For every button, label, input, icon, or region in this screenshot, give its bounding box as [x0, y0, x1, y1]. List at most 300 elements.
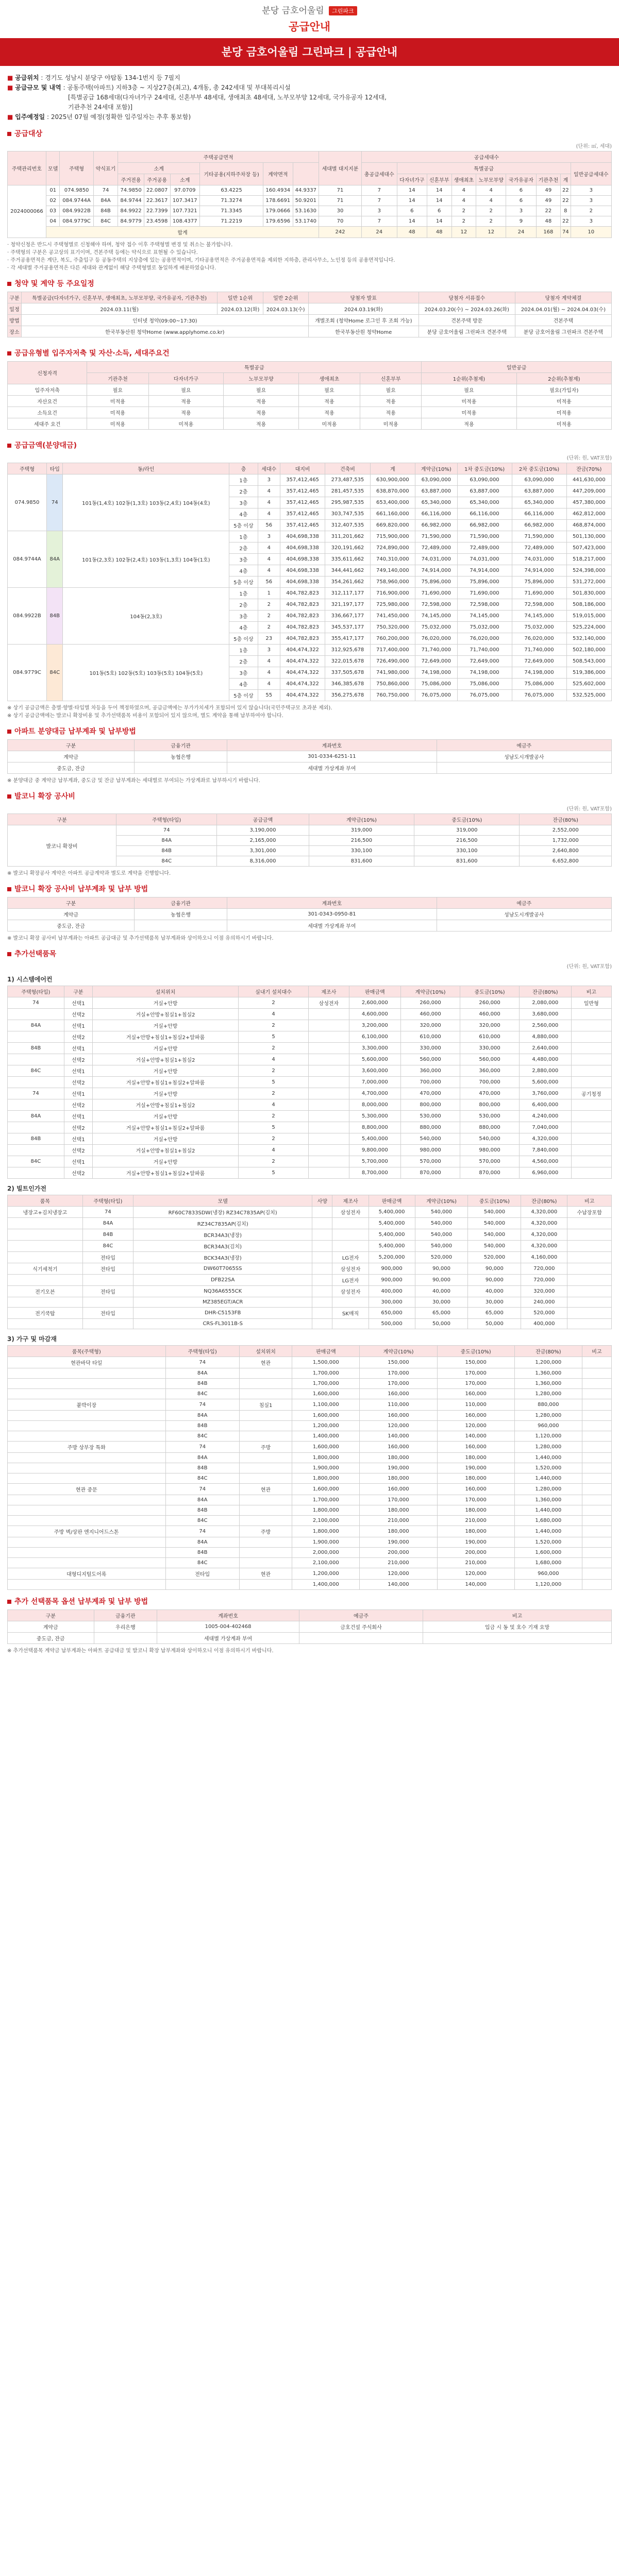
eligibility-subhead — [8, 373, 612, 384]
table-row — [8, 920, 612, 931]
table-cell: 견본주택 — [515, 315, 611, 326]
table-cell: 계약금 — [8, 1621, 94, 1633]
table-cell: 74 — [116, 825, 217, 836]
table-cell: 40,000 — [468, 1286, 521, 1297]
table-cell: 610,000 — [401, 1031, 460, 1043]
table-cell: 242 — [319, 227, 362, 238]
table-cell: 84A — [47, 531, 63, 588]
table-cell: 수납장포함 — [567, 1207, 612, 1218]
table-cell: 400,000 — [369, 1286, 415, 1297]
table-row — [8, 196, 612, 206]
table-header-cell: 주택형(타입) — [8, 986, 64, 997]
table-cell: 160,000 — [360, 1484, 437, 1495]
table-row — [8, 1229, 612, 1241]
table-cell: 식기세척기 — [8, 1263, 83, 1275]
table-header-cell: 구분 — [64, 986, 92, 997]
table-cell: 거실+안방 — [92, 1065, 238, 1077]
table-cell: 4 — [258, 543, 280, 554]
table-cell: 404,782,823 — [280, 599, 325, 611]
table-cell: 미적용 — [148, 418, 224, 430]
table-cell: 74,198,000 — [512, 667, 566, 679]
table-cell — [309, 1065, 349, 1077]
table-cell: 716,900,000 — [370, 588, 415, 599]
table-cell — [8, 1505, 166, 1516]
table-cell: 계약금 — [8, 751, 135, 762]
account-table — [7, 739, 612, 774]
table-cell — [8, 1145, 64, 1156]
table-cell: 66,982,000 — [415, 520, 458, 531]
table-cell: 필요 — [87, 384, 148, 396]
table-cell: 71.3345 — [200, 206, 263, 216]
table-row — [8, 1308, 612, 1319]
table-cell: 84A — [82, 1218, 133, 1229]
eligibility-title — [7, 348, 612, 358]
table-cell: 22.3617 — [144, 196, 170, 206]
table-header-cell: 판매금액 — [292, 1346, 360, 1357]
table-cell — [8, 1473, 166, 1484]
balcony-head — [8, 814, 612, 825]
table-cell: 74 — [8, 997, 64, 1009]
table-cell: 농협은행 — [135, 909, 227, 920]
table-header-cell: 품목(주택형) — [8, 1346, 166, 1357]
table-row — [8, 1133, 612, 1145]
table-cell: 1,800,000 — [292, 1526, 360, 1537]
table-cell: 분당 금호어울림 그린파크 견본주택 — [419, 326, 515, 337]
table-row — [8, 997, 612, 1009]
table-cell — [312, 1241, 332, 1252]
table-cell — [571, 1065, 611, 1077]
table-cell: 세대별 가상계좌 부여 — [227, 920, 437, 931]
table-cell: 160,000 — [437, 1442, 514, 1453]
table-cell: 75,032,000 — [415, 622, 458, 633]
table-row — [8, 645, 612, 656]
table-cell: 1,400,000 — [292, 1431, 360, 1442]
table-cell: 미적용 — [516, 418, 611, 430]
table-cell — [571, 1020, 611, 1031]
table-header-cell: 계좌번호 — [157, 1610, 299, 1621]
table-cell: 630,900,000 — [370, 474, 415, 486]
table-cell: 520,000 — [468, 1252, 521, 1263]
table-cell — [582, 1442, 611, 1453]
table-cell: 301-0343-0950-81 — [227, 909, 437, 920]
account-body — [8, 751, 612, 774]
table-cell: 4층 — [229, 565, 258, 577]
table-row — [8, 1156, 612, 1167]
table-cell: 750,320,000 — [370, 622, 415, 633]
table-cell — [309, 1054, 349, 1065]
table-cell: 75,086,000 — [512, 679, 566, 690]
table-cell: 524,398,000 — [566, 565, 612, 577]
table-cell: 7,040,000 — [520, 1122, 571, 1133]
table-cell: 거실+안방 — [92, 1111, 238, 1122]
table-cell: 65,340,000 — [415, 497, 458, 509]
table-cell: 72,489,000 — [457, 543, 512, 554]
table-cell: 66,116,000 — [415, 509, 458, 520]
section-bullet-icon — [7, 282, 11, 286]
table-cell: 24 — [361, 227, 397, 238]
table-cell — [8, 1580, 166, 1590]
table-cell: 1,100,000 — [292, 1399, 360, 1411]
table-cell — [309, 1099, 349, 1111]
table-cell — [239, 1411, 292, 1421]
table-header-cell: 대지비 — [280, 463, 325, 474]
table-cell — [94, 1633, 157, 1644]
aircon-table — [7, 986, 612, 1179]
table-cell: 519,386,000 — [566, 667, 612, 679]
table-cell: 1,500,000 — [292, 1357, 360, 1368]
table-cell: 1,440,000 — [514, 1505, 582, 1516]
table-row — [8, 1621, 612, 1633]
table-cell: 53.1740 — [293, 216, 319, 227]
table-cell — [312, 1297, 332, 1308]
table-cell: NQ36A6555CK — [133, 1286, 312, 1297]
table-cell: 미적용 — [87, 418, 148, 430]
table-cell: 3 — [506, 206, 536, 216]
table-cell: 540,000 — [415, 1218, 468, 1229]
bullet-icon: ■ — [7, 84, 13, 91]
table-cell: 2024.03.13(수) — [263, 303, 308, 315]
table-cell: 120,000 — [360, 1568, 437, 1580]
table-header-cell: 예금주 — [437, 897, 611, 909]
schedule-body — [8, 303, 612, 337]
table-header-cell: 구분 — [8, 1610, 94, 1621]
table-cell: 2,100,000 — [292, 1516, 360, 1526]
table-cell: 76,075,000 — [415, 690, 458, 701]
th — [293, 163, 319, 185]
table-cell: 150,000 — [437, 1357, 514, 1368]
table-cell: 170,000 — [360, 1495, 437, 1505]
table-cell — [582, 1463, 611, 1473]
options-unit: (단위: 원, VAT포함) — [566, 964, 612, 970]
table-cell: 160,000 — [437, 1389, 514, 1399]
table-cell: 붙박이장 — [8, 1399, 166, 1411]
table-cell: 3 — [361, 206, 397, 216]
table-cell: 24 — [506, 227, 536, 238]
table-cell: 49 — [536, 196, 561, 206]
table-cell — [332, 1218, 369, 1229]
table-cell — [571, 1133, 611, 1145]
table-row — [8, 1526, 612, 1537]
builtin-head — [8, 1195, 612, 1207]
table-cell — [8, 1167, 64, 1179]
table-cell: 74 — [165, 1442, 239, 1453]
section-bullet-icon — [7, 444, 11, 448]
table-cell: BCR34A3(김치) — [133, 1241, 312, 1252]
table-header-cell: 구분 — [8, 292, 22, 303]
table-header-cell: 비고 — [571, 986, 611, 997]
table-cell: 501,830,000 — [566, 588, 612, 599]
table-cell: 76,075,000 — [457, 690, 512, 701]
table-cell: 3,680,000 — [520, 1009, 571, 1020]
table-cell: 404,698,338 — [280, 577, 325, 588]
table-cell: 4 — [451, 185, 476, 196]
table-header-cell: 계약금(10%) — [401, 986, 460, 997]
th: 기타공용(지하주차장 등) — [200, 163, 263, 185]
table-cell: 90,000 — [415, 1263, 468, 1275]
table-header-cell: 방법 — [8, 315, 22, 326]
table-header-cell: 잔금(80%) — [514, 1346, 582, 1357]
table-cell: 65,000 — [415, 1308, 468, 1319]
th: 특별공급 — [397, 163, 571, 174]
table-cell: 현관바닥 타일 — [8, 1357, 166, 1368]
table-cell: 404,474,322 — [280, 679, 325, 690]
table-cell: 세대별 가상계좌 부여 — [157, 1633, 299, 1644]
table-cell: 5층 이상 — [229, 633, 258, 645]
table-cell: 5층 이상 — [229, 690, 258, 701]
table-row — [8, 1167, 612, 1179]
table-cell: 53.1630 — [293, 206, 319, 216]
table-cell: 84B — [8, 1043, 64, 1054]
table-cell: 견본주택 방문 — [419, 315, 515, 326]
table-cell: 8,700,000 — [349, 1167, 400, 1179]
table-header-cell: 생애최초 — [298, 373, 360, 384]
table-cell: 760,200,000 — [370, 633, 415, 645]
table-cell: 84A — [165, 1411, 239, 1421]
table-row — [8, 531, 612, 543]
table-cell: 14 — [427, 216, 451, 227]
table-header-cell: 구분 — [8, 814, 116, 825]
table-cell — [437, 920, 611, 931]
table-cell: 75,086,000 — [415, 679, 458, 690]
th: 계약면적 — [263, 163, 293, 185]
table-cell: 76,020,000 — [415, 633, 458, 645]
table-cell: 주방 벽/상판 엔지니어드스톤 — [8, 1526, 166, 1537]
table-cell: 5,400,000 — [369, 1229, 415, 1241]
table-cell: 074.9850 — [60, 185, 93, 196]
table-cell: 84C — [8, 1156, 64, 1167]
table-cell: 거실+안방+침실1+침실2 — [92, 1099, 238, 1111]
project-name: 분당 금호어울림 — [262, 6, 324, 16]
table-cell: 97.0709 — [170, 185, 200, 196]
table-cell: 1,520,000 — [514, 1463, 582, 1473]
table-cell: 3 — [258, 645, 280, 656]
table-cell: 468,874,000 — [566, 520, 612, 531]
table-cell: 1,900,000 — [292, 1463, 360, 1473]
table-row — [8, 1399, 612, 1411]
furniture-head — [8, 1346, 612, 1357]
table-cell: 30,000 — [468, 1297, 521, 1308]
table-header-cell: 장소 — [8, 326, 22, 337]
table-header-cell: 비고 — [567, 1195, 612, 1207]
table-header-cell: 건축비 — [325, 463, 370, 474]
th: 일반공급 — [422, 362, 612, 373]
table-cell: 63,090,000 — [457, 474, 512, 486]
table-cell: 분당 금호어울림 그린파크 견본주택 — [515, 326, 611, 337]
table-cell: 200,000 — [437, 1548, 514, 1558]
table-cell: 210,000 — [360, 1558, 437, 1568]
table-cell — [239, 1558, 292, 1568]
table-cell: 71,590,000 — [512, 531, 566, 543]
table-cell: 50,000 — [468, 1319, 521, 1329]
table-cell: 세대별 가상계좌 부여 — [227, 762, 437, 774]
table-cell — [8, 1368, 166, 1379]
table-cell: 74 — [165, 1399, 239, 1411]
table-cell: 344,441,662 — [325, 565, 370, 577]
table-cell: 740,310,000 — [370, 554, 415, 565]
table-cell: 400,000 — [521, 1319, 567, 1329]
table-cell: 441,630,000 — [566, 474, 612, 486]
table-header-cell: 계약금(10%) — [415, 1195, 468, 1207]
table-cell: 90,000 — [468, 1275, 521, 1286]
table-cell: 5 — [238, 1167, 308, 1179]
table-cell: 357,412,465 — [280, 509, 325, 520]
table-cell: 180,000 — [360, 1453, 437, 1463]
table-cell — [239, 1463, 292, 1473]
table-row — [8, 315, 612, 326]
table-cell: 336,667,177 — [325, 611, 370, 622]
table-cell — [8, 1495, 166, 1505]
table-cell: 4,560,000 — [520, 1156, 571, 1167]
table-cell: 980,000 — [460, 1145, 520, 1156]
table-cell: 7 — [361, 216, 397, 227]
table-cell: 90,000 — [415, 1275, 468, 1286]
table-cell: 570,000 — [401, 1156, 460, 1167]
table-cell: 2024.04.01(월) ~ 2024.04.03(수) — [515, 303, 611, 315]
table-cell: 한국부동산원 청약Home — [308, 326, 419, 337]
schedule-head — [8, 292, 612, 303]
table-cell: 02 — [46, 196, 60, 206]
table-cell: 72,489,000 — [415, 543, 458, 554]
table-cell — [423, 1633, 612, 1644]
price-title-text: 공급금액(분양대금) — [14, 442, 77, 450]
table-cell — [567, 1218, 612, 1229]
table-row — [8, 1031, 612, 1043]
location-value: 경기도 성남시 분당구 야탑동 134-1번지 등 7필지 — [45, 74, 180, 81]
table-cell: 354,261,662 — [325, 577, 370, 588]
scale-line2: [특별공급 168세대(다자녀가구 24세대, 신혼부부 48세대, 생애최초 48세대, 노부모부양 12세대, 국가유공자 12세대, — [68, 94, 387, 101]
table-cell: 우리은행 — [94, 1621, 157, 1633]
th: 기관추천 — [536, 174, 561, 185]
table-header-cell: 계좌번호 — [227, 740, 437, 751]
table-cell: 84B — [47, 588, 63, 645]
table-cell: 03 — [46, 206, 60, 216]
table-cell: 540,000 — [468, 1229, 521, 1241]
table-cell: 520,000 — [415, 1252, 468, 1263]
th: 계 — [561, 174, 571, 185]
table-cell: 110,000 — [437, 1399, 514, 1411]
location-label: 공급위치 — [15, 74, 39, 81]
note-line: ※ 상기 공급금액에는 발코니 확장비용 및 추가선택품목 비용이 포함되어 있지 않으며, 별도 계약을 통해 납부하여야 합니다. — [7, 713, 283, 719]
table-header-cell: 잔금(80%) — [521, 1195, 567, 1207]
table-header-cell: 신혼부부 — [360, 373, 422, 384]
table-cell: 520,000 — [521, 1308, 567, 1319]
table-cell: 선택2 — [64, 1054, 92, 1065]
table-cell: 2,640,000 — [520, 1043, 571, 1054]
table-cell: 5,400,000 — [349, 1133, 400, 1145]
table-cell: 1,680,000 — [514, 1558, 582, 1568]
table-cell — [567, 1263, 612, 1275]
table-cell: 4층 — [229, 622, 258, 633]
table-cell: 1,700,000 — [292, 1495, 360, 1505]
table-cell — [312, 1286, 332, 1297]
table-cell: 90,000 — [468, 1263, 521, 1275]
table-row — [8, 1252, 612, 1263]
table-cell: 741,450,000 — [370, 611, 415, 622]
table-cell — [582, 1580, 611, 1590]
table-cell: 5,400,000 — [369, 1241, 415, 1252]
price-unit: (단위: 원, VAT포함) — [566, 455, 612, 461]
table-cell: 현관 — [239, 1484, 292, 1495]
table-cell: 8,800,000 — [349, 1122, 400, 1133]
table-header-cell: 예금주 — [437, 740, 611, 751]
table-row — [8, 1580, 612, 1590]
table-cell: 715,900,000 — [370, 531, 415, 543]
table-cell: 76,020,000 — [512, 633, 566, 645]
table-cell: 760,750,000 — [370, 690, 415, 701]
table-cell — [239, 1548, 292, 1558]
table-cell: 56 — [258, 577, 280, 588]
supply-title — [7, 128, 612, 139]
table-cell: 72,598,000 — [415, 599, 458, 611]
table-cell: 84C — [165, 1473, 239, 1484]
table-cell: 74,145,000 — [512, 611, 566, 622]
table-header-cell: 설치위치 — [239, 1346, 292, 1357]
table-cell — [582, 1537, 611, 1548]
table-cell: 404,698,338 — [280, 543, 325, 554]
table-cell: 4 — [476, 185, 506, 196]
move-label: 입주예정일 — [15, 113, 45, 121]
table-row — [8, 1319, 612, 1329]
table-row — [8, 185, 612, 196]
table-row — [8, 1421, 612, 1431]
table-cell: 2 — [258, 611, 280, 622]
table-header-cell: 잔금(80%) — [520, 814, 612, 825]
th: 주거공용 — [144, 174, 170, 185]
table-cell: 3 — [571, 196, 611, 206]
table-cell: 3 — [571, 185, 611, 196]
table-cell: 540,000 — [468, 1218, 521, 1229]
table-cell: 160,000 — [437, 1411, 514, 1421]
table-header-cell: 계 — [370, 463, 415, 474]
table-cell — [582, 1399, 611, 1411]
table-cell: 전기쿡탑 — [8, 1308, 83, 1319]
table-cell: 침실1 — [239, 1399, 292, 1411]
table-cell: 1005-004-402468 — [157, 1621, 299, 1633]
table-cell: 519,015,000 — [566, 611, 612, 622]
table-cell — [567, 1286, 612, 1297]
table-cell — [571, 1009, 611, 1020]
table-cell: 전타입 — [82, 1308, 133, 1319]
table-cell: 75,896,000 — [457, 577, 512, 588]
table-cell: 63,090,000 — [415, 474, 458, 486]
table-cell: 74 — [8, 1088, 64, 1099]
table-cell: 30 — [319, 206, 362, 216]
table-header-cell: 실내기 설치대수 — [238, 986, 308, 997]
table-cell: 71,740,000 — [457, 645, 512, 656]
table-row — [8, 1145, 612, 1156]
table-cell: 4층 — [229, 509, 258, 520]
table-row — [8, 1568, 612, 1580]
table-cell — [8, 1297, 83, 1308]
table-header-cell: 금융기관 — [94, 1610, 157, 1621]
table-cell: 3 — [258, 474, 280, 486]
table-cell: 40,000 — [415, 1286, 468, 1297]
table-header-cell: 일정 — [8, 303, 22, 315]
table-cell: 전타입 — [82, 1263, 133, 1275]
table-cell: 적용 — [148, 396, 224, 407]
table-header-cell: 잔금(70%) — [566, 463, 612, 474]
table-cell: 107.7321 — [170, 206, 200, 216]
table-row — [8, 1495, 612, 1505]
table-cell: 741,980,000 — [370, 667, 415, 679]
table-header-cell: 계약금(10%) — [415, 463, 458, 474]
table-cell: 160.4934 — [263, 185, 293, 196]
table-cell: 44.9337 — [293, 185, 319, 196]
table-cell: 주방 상부장 특화 — [8, 1442, 166, 1453]
table-cell: 선택1 — [64, 1065, 92, 1077]
table-cell: 346,385,678 — [325, 679, 370, 690]
balcony-title — [7, 791, 612, 801]
